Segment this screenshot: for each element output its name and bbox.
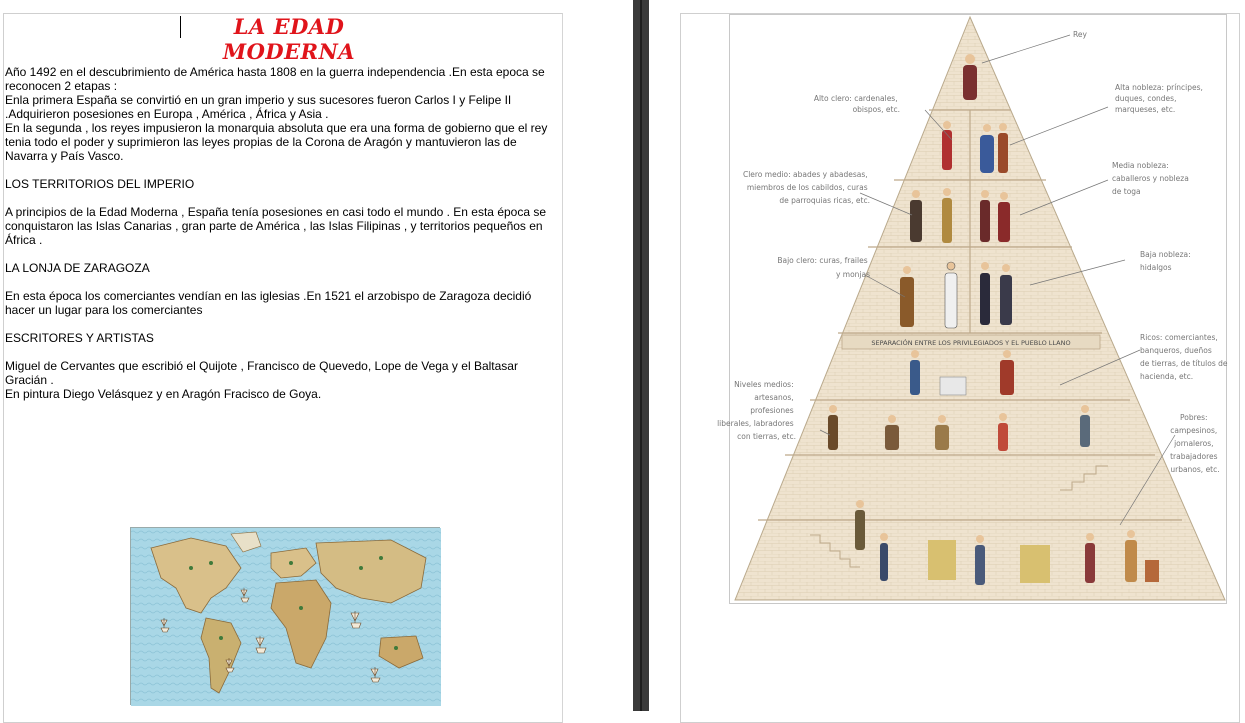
label-media-nobleza: Media nobleza: caballeros y nobleza de toga: [1112, 161, 1189, 196]
label-rey: Rey: [1073, 30, 1087, 39]
paragraph-escritores: Miguel de Cervantes que escribió el Quijote , Francisco de Quevedo, Lope de Vega y el Baltasar Gracián .: [5, 359, 518, 387]
label-bajo-clero: Bajo clero: curas, frailes y monjas: [777, 256, 870, 279]
paragraph-territorios: A principios de la Edad Moderna , España tenía posesiones en casi todo el mundo . En esta época se conquistaron las Islas Canarias , gran parte de América , las Islas Filipinas , y territorios pequeños en África .: [5, 205, 547, 247]
document-title: LA EDAD MODERNA: [222, 14, 356, 64]
paragraph-pintura: En pintura Diego Velásquez y en Aragón Fracisco de Goya.: [5, 387, 322, 401]
social-pyramid-illustration: [717, 15, 1228, 605]
label-alto-clero: Alto clero: cardenales, obispos, etc.: [813, 94, 900, 114]
label-clero-medio: Clero medio: abades y abadesas, miembros de los cabildos, curas de parroquias ricas, etc.: [742, 170, 870, 205]
document-page-right[interactable]: [680, 13, 1240, 723]
label-niveles-medios: Niveles medios: artesanos, profesiones liberales, labradores con tierras, etc.: [717, 380, 796, 441]
heading-escritores: ESCRITORES Y ARTISTAS: [5, 331, 154, 345]
label-alta-nobleza: Alta nobleza: príncipes, duques, condes, marqueses, etc.: [1115, 83, 1203, 114]
document-body[interactable]: [5, 65, 560, 401]
pyramid-separation-label: SEPARACIÓN ENTRE LOS PRIVILEGIADOS Y EL PUEBLO LLANO: [871, 339, 1071, 347]
page-split-divider[interactable]: [633, 0, 649, 711]
social-pyramid-image[interactable]: [717, 14, 1228, 604]
heading-lonja: LA LONJA DE ZARAGOZA: [5, 261, 150, 275]
heading-territorios: LOS TERRITORIOS DEL IMPERIO: [5, 177, 195, 191]
page-gutter: [563, 0, 633, 711]
paragraph-first-stage: Enla primera España se convirtió en un gran imperio y sus sucesores fueron Carlos I y Felipe II .Adquirieron posesiones en Europa , América , África y Asia .: [5, 93, 512, 121]
label-pobres: Pobres: campesinos, jornaleros, trabajadores urbanos, etc.: [1170, 413, 1220, 474]
paragraph-intro: Año 1492 en el descubrimiento de América hasta 1808 en la guerra independencia .En esta epoca se reconocen 2 etapas :: [5, 65, 545, 93]
world-map-image[interactable]: [130, 527, 440, 705]
label-baja-nobleza: Baja nobleza: hidalgos: [1140, 250, 1191, 272]
label-ricos: Ricos: comerciantes, banqueros, dueños de tierras, de títulos de hacienda, etc.: [1140, 333, 1228, 381]
paragraph-second-stage: En la segunda , los reyes impusieron la monarquia absoluta que era una forma de gobierno que el rey tenia todo el poder y suprimieron las leyes propias de la Corona de Aragón y mantuvieron las de Navarra y País Vasco.: [5, 121, 548, 163]
paragraph-lonja: En esta época los comerciantes vendían en las iglesias .En 1521 el arzobispo de Zaragoza decidió hacer un lugar para los comerciantes: [5, 289, 532, 317]
world-map-illustration: [131, 528, 441, 706]
document-page-left[interactable]: [3, 13, 563, 723]
